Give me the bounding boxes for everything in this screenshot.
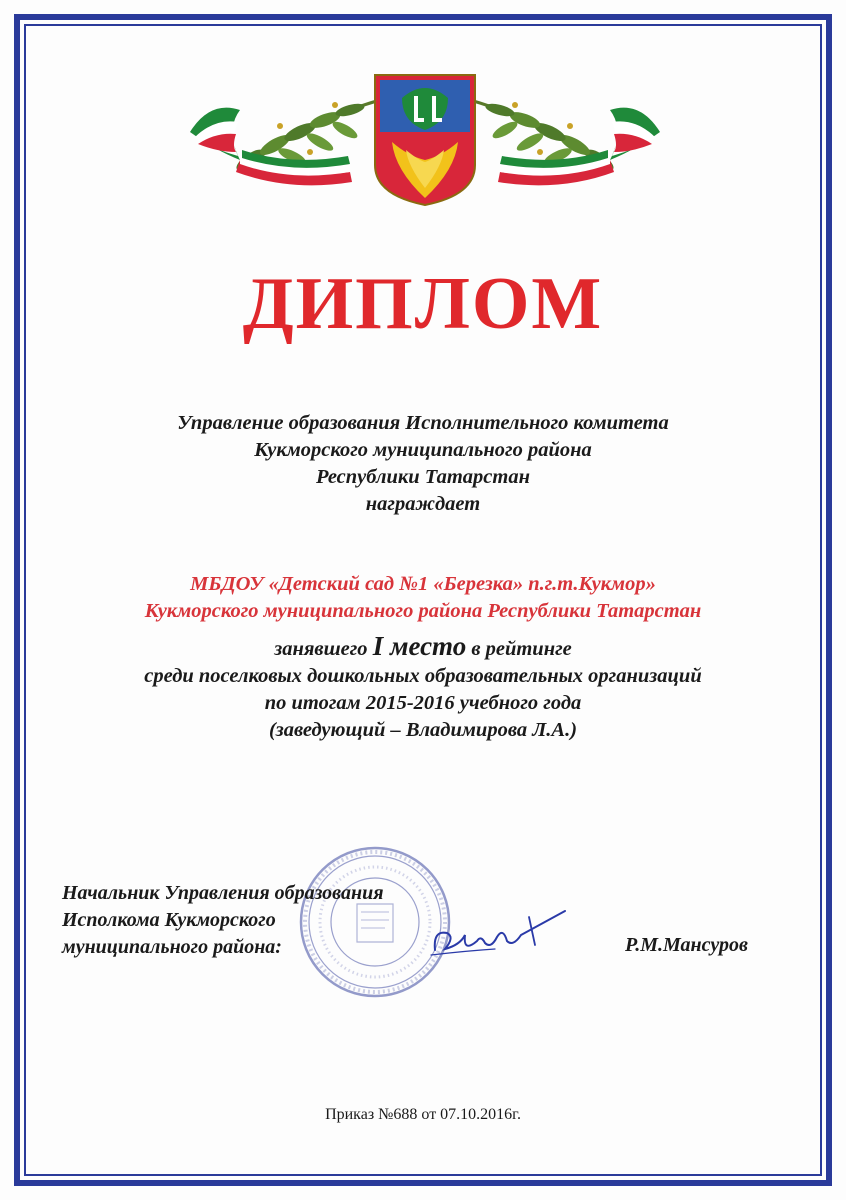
signature-icon [425, 905, 575, 965]
winner-block [60, 571, 786, 625]
reason-first-line [60, 633, 786, 663]
place-text: I место [372, 631, 467, 661]
issuer-block [60, 410, 786, 518]
reason-prefix: занявшего [274, 638, 373, 660]
issuer-line: Республики Татарстан [316, 466, 530, 488]
signatory-line: Начальник Управления образования [62, 882, 384, 904]
reason-line: среди поселковых дошкольных образовательных организаций [144, 665, 702, 687]
signatory-name: Р.М.Мансуров [625, 934, 748, 956]
signatory-position [62, 880, 384, 961]
shield-icon [375, 75, 475, 205]
signatory-line: Исполкома Кукморского [62, 909, 276, 931]
reason-line: по итогам 2015-2016 учебного года [264, 692, 582, 714]
winner-line: МБДОУ «Детский сад №1 «Березка» п.г.т.Кукмор» [190, 573, 656, 595]
awards-verb: награждает [365, 493, 481, 515]
reason-suffix: в рейтинге [466, 638, 572, 660]
reason-block [60, 633, 786, 744]
reason-line: (заведующий – Владимирова Л.А.) [268, 719, 578, 741]
issuer-line: Кукморского муниципального района [254, 439, 592, 461]
diploma-title: ДИПЛОМ [242, 263, 604, 345]
signatory-line: муниципального района: [62, 936, 282, 958]
issuer-line: Управление образования Исполнительного комитета [177, 412, 669, 434]
winner-line: Кукморского муниципального района Республики Татарстан [144, 600, 702, 622]
order-reference: Приказ №688 от 07.10.2016г. [325, 1106, 521, 1123]
coat-of-arms-emblem [180, 60, 670, 210]
